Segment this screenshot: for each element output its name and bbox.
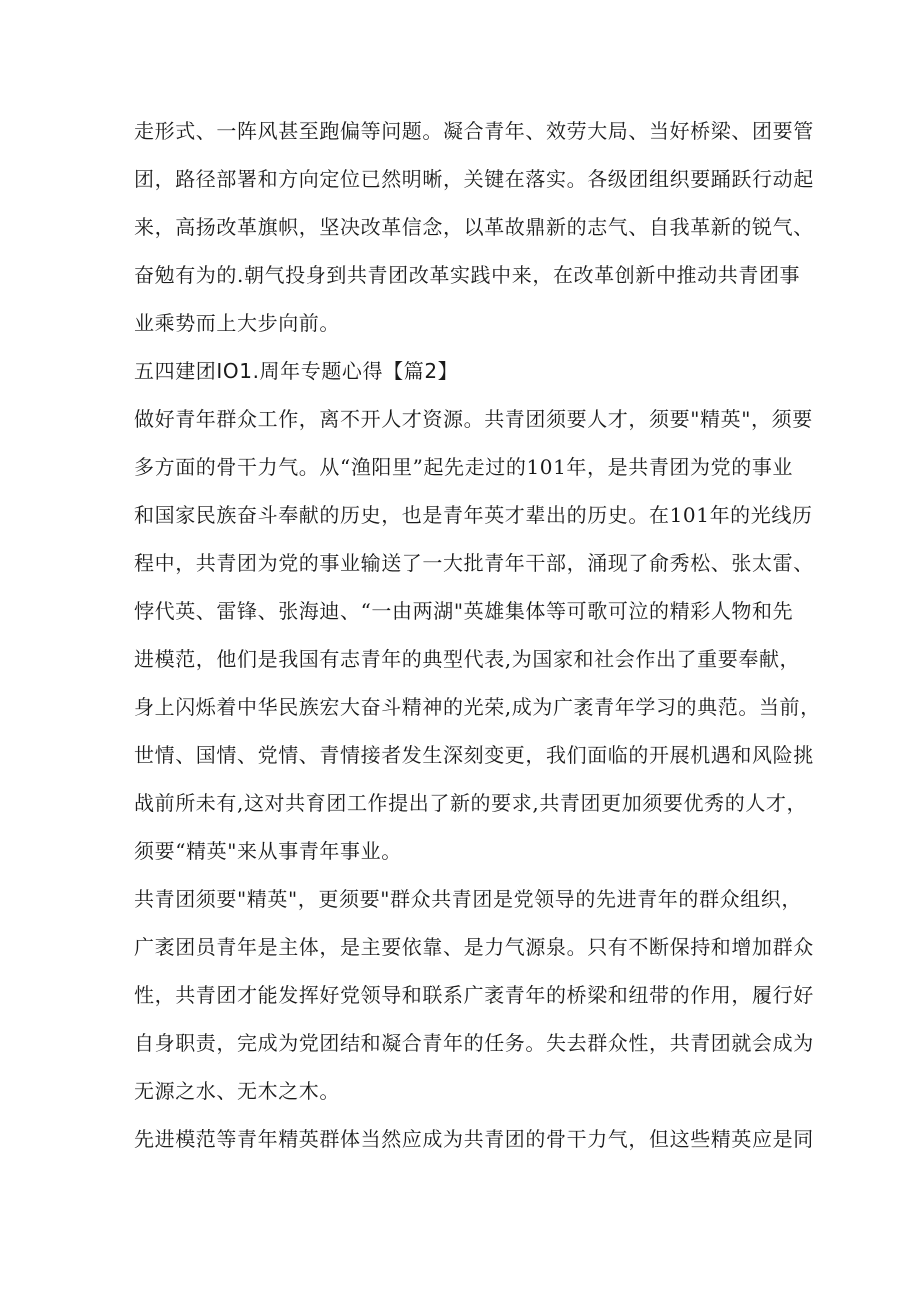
- text-line: 进模范，他们是我国有志青年的典型代表,为国家和社会作出了重要奉献，: [134, 647, 801, 671]
- text-line: 身上闪烁着中华民族宏大奋斗精神的光荣,成为广袤青年学习的典范。当前，: [134, 695, 821, 719]
- text-line: 战前所未有,这对共育团工作提出了新的要求,共青团更加须要优秀的人才，: [134, 791, 808, 815]
- text-line: 做好青年群众工作，离不开人才资源。共青团须要人才，须要"精英"，须要: [134, 407, 813, 431]
- text-line: 广袤团员青年是主体，是主要依靠、是力气源泉。只有不断保持和增加群众: [134, 935, 814, 959]
- text-line: 世情、国情、党情、青情接者发生深刻变更，我们面临的开展机遇和风险挑: [134, 743, 814, 767]
- text-line: 性，共青团才能发挥好党领导和联系广袤青年的桥梁和纽带的作用，履行好: [134, 983, 814, 1007]
- text-line: 须要“精英"来从事青年事业。: [134, 839, 402, 863]
- section-heading: 五四建团IO1.周年专题心得【篇2】: [134, 359, 459, 383]
- text-line: 先进模范等青年精英群体当然应成为共青团的骨干力气，但这些精英应是同: [134, 1127, 814, 1151]
- text-line: 悖代英、雷锋、张海迪、“一由两湖"英雄集体等可歌可泣的精彩人物和先: [134, 599, 794, 623]
- text-line: 无源之水、无木之木。: [134, 1079, 340, 1103]
- text-line: 走形式、一阵风甚至跑偏等问题。凝合青年、效劳大局、当好桥梁、团要管: [134, 119, 814, 143]
- text-line: 奋勉有为的.朝气投身到共青团改革实践中来，在改革创新中推动共青团事: [134, 263, 801, 287]
- text-line: 程中，共青团为党的事业输送了一大批青年干部，涌现了俞秀松、张太雷、: [134, 551, 814, 575]
- text-line: 和国家民族奋斗奉献的历史，也是青年英才辈出的历史。在101年的光线历: [134, 503, 813, 527]
- text-line: 来，高扬改革旗帜，坚决改革信念，以革故鼎新的志气、自我革新的锐气、: [134, 215, 814, 239]
- text-line: 自身职责，完成为党团结和凝合青年的任务。失去群众性，共青团就会成为: [134, 1031, 814, 1055]
- text-line: 共青团须要"精英"，更须要"群众共青团是党领导的先进青年的群众组织，: [134, 887, 802, 911]
- text-line: 多方面的骨干力气。从“渔阳里”起先走过的101年，是共青团为党的事业: [134, 455, 794, 479]
- text-line: 团，路径部署和方向定位已然明晰，关键在落实。各级团组织要踊跃行动起: [134, 167, 814, 191]
- text-line: 业乘势而上大步向前。: [134, 311, 340, 335]
